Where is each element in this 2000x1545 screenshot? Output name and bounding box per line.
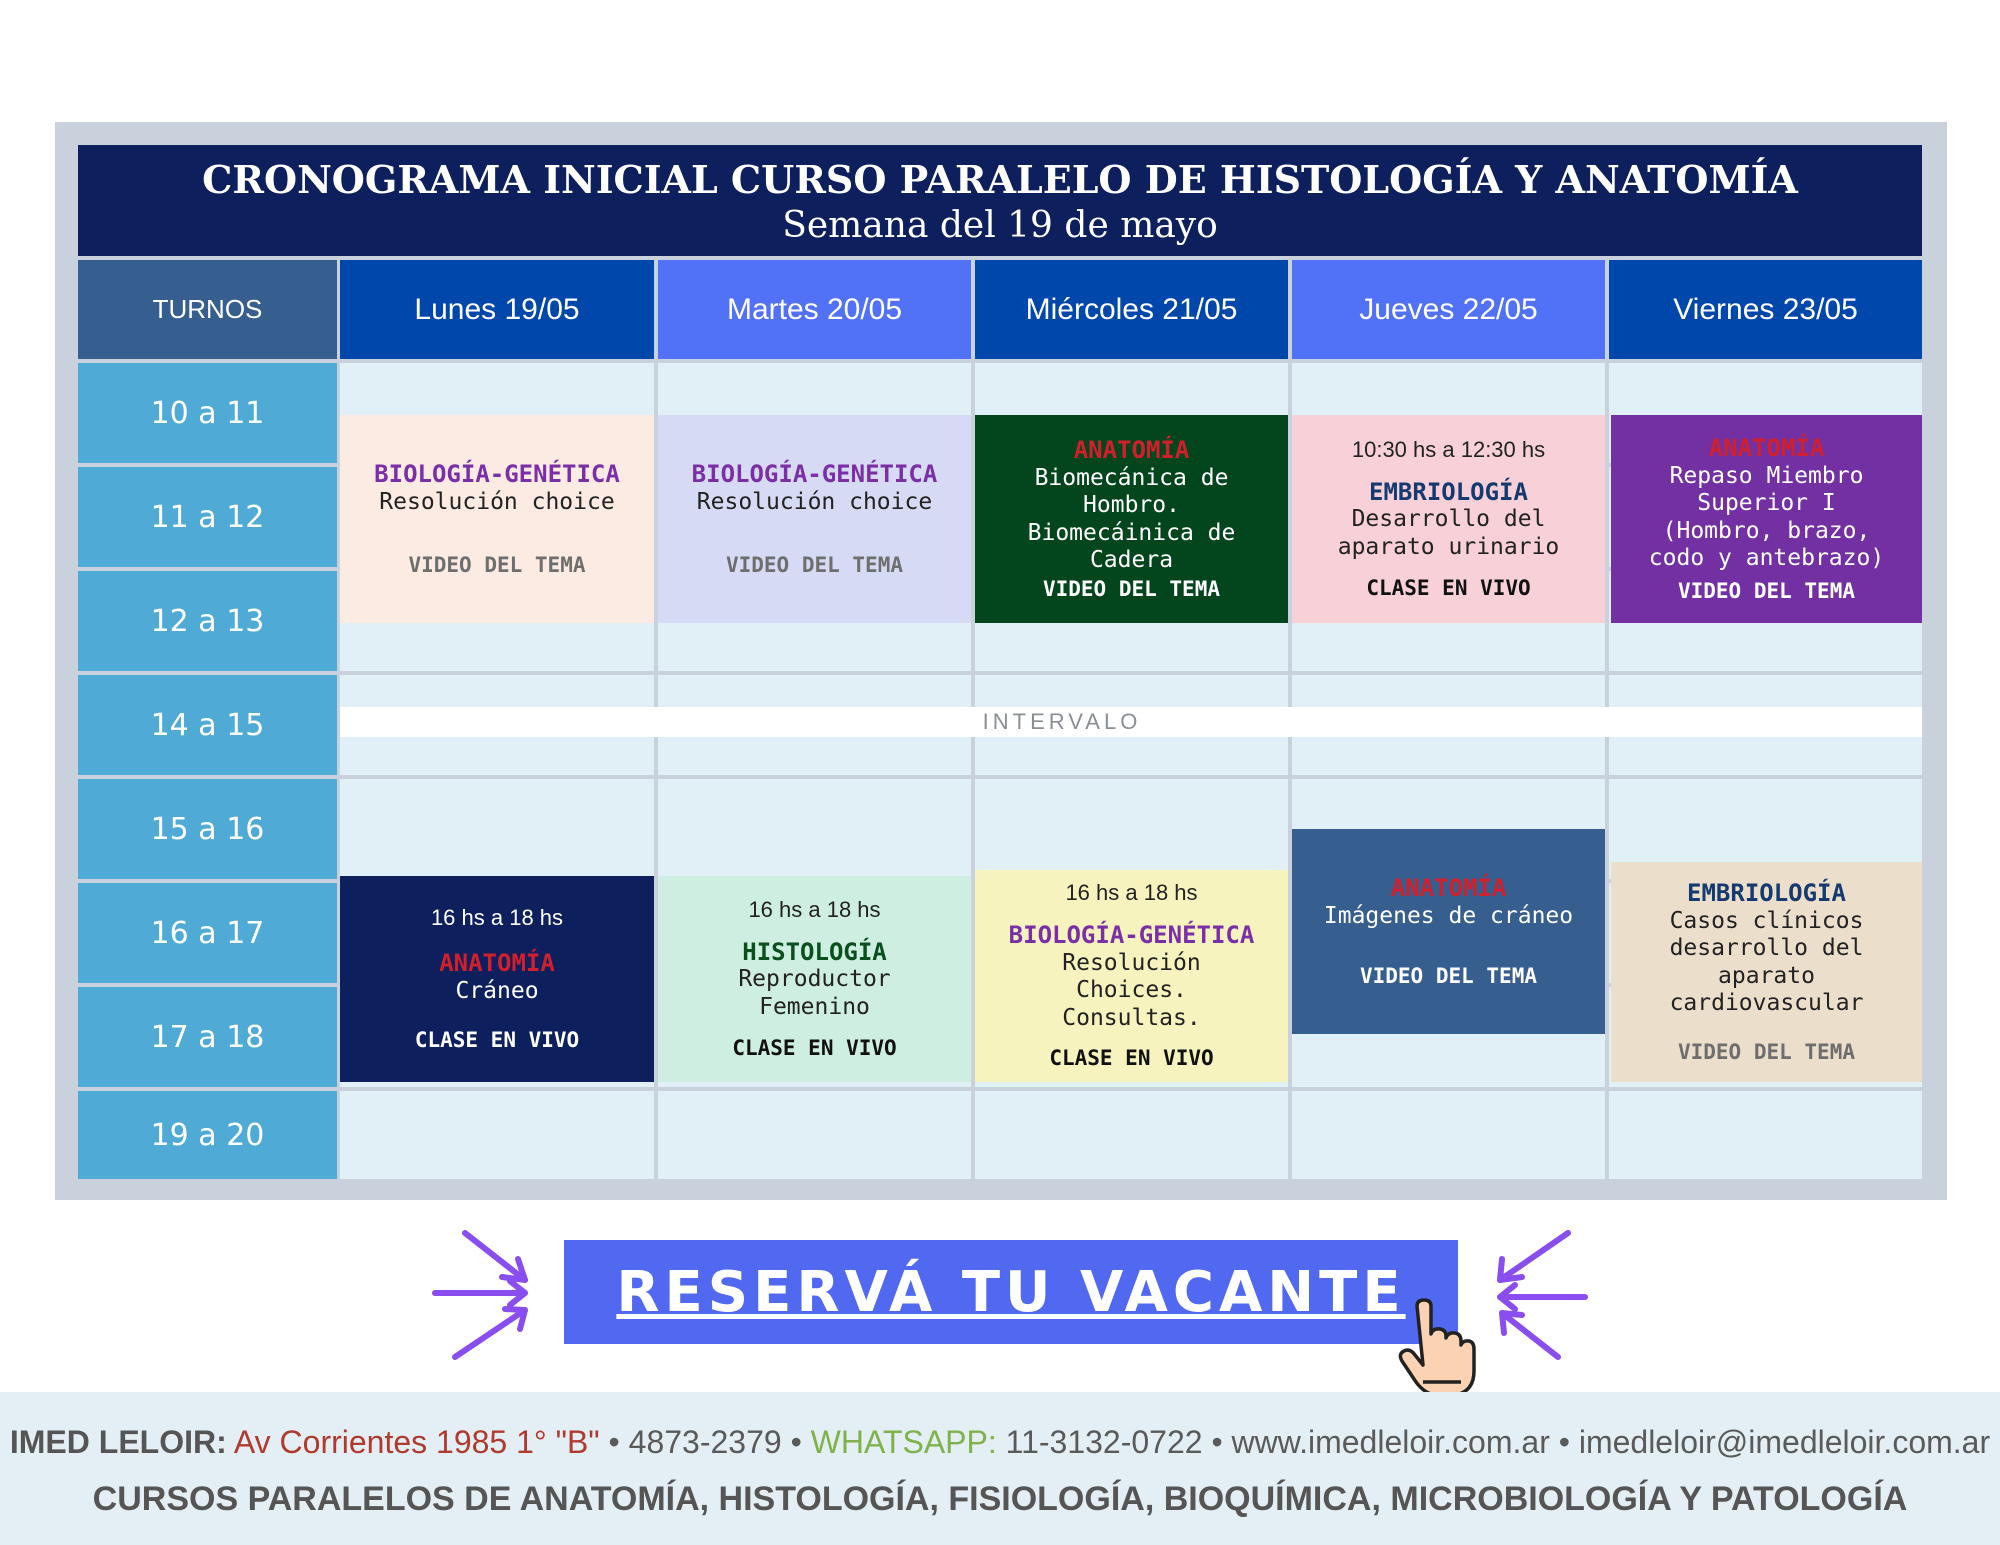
- class-mode: VIDEO DEL TEMA: [725, 552, 903, 577]
- class-block[interactable]: [658, 415, 971, 623]
- grid-cell: [658, 779, 971, 879]
- class-block[interactable]: [1611, 415, 1922, 623]
- turnos-header: TURNOS: [78, 260, 337, 359]
- class-description: Desarrollo del aparato urinario: [1337, 506, 1560, 560]
- slot-12-13: 12 a 13: [78, 571, 337, 671]
- grid-cell: [1609, 1091, 1922, 1179]
- class-mode: CLASE EN VIVO: [1366, 575, 1531, 600]
- arrows-left-icon: [430, 1225, 540, 1365]
- slot-11-12: 11 a 12: [78, 467, 337, 567]
- footer-separator: •: [608, 1424, 629, 1460]
- grid-cell: [340, 1091, 654, 1179]
- class-block[interactable]: [340, 876, 654, 1082]
- class-description: Reproductor Femenino: [738, 966, 891, 1020]
- class-time: 16 hs a 18 hs: [1065, 880, 1198, 906]
- class-subject: ANATOMÍA: [1708, 433, 1825, 462]
- arrows-right-icon: [1480, 1225, 1600, 1365]
- footer-separator: •: [1558, 1424, 1579, 1460]
- reserve-button-label: RESERVÁ TU VACANTE: [616, 1259, 1406, 1325]
- pointer-hand-icon: [1395, 1298, 1475, 1390]
- page-subtitle: Semana del 19 de mayo: [782, 205, 1218, 246]
- class-mode: CLASE EN VIVO: [414, 1027, 580, 1052]
- grid-cell: [340, 779, 654, 879]
- reserve-button[interactable]: [564, 1240, 1458, 1344]
- title-bar: [78, 145, 1922, 256]
- class-description: Imágenes de cráneo: [1323, 902, 1574, 929]
- day-header-miercoles: Miércoles 21/05: [975, 260, 1288, 359]
- footer: [0, 1392, 2000, 1545]
- footer-separator: •: [790, 1424, 811, 1460]
- class-mode: VIDEO DEL TEMA: [1042, 576, 1220, 601]
- class-subject: BIOLOGÍA-GENÉTICA: [1008, 920, 1255, 949]
- slot-17-18: 17 a 18: [78, 987, 337, 1087]
- grid-cell: [658, 1091, 971, 1179]
- day-header-jueves: Jueves 22/05: [1292, 260, 1605, 359]
- footer-contact: [0, 1424, 2000, 1461]
- class-description: Resolución choice: [696, 489, 933, 515]
- class-time: 16 hs a 18 hs: [430, 905, 564, 931]
- slot-16-17: 16 a 17: [78, 883, 337, 983]
- class-time: 10:30 hs a 12:30 hs: [1351, 437, 1546, 463]
- class-block[interactable]: [340, 415, 654, 623]
- class-description: Biomecánica de Hombro. Biomecáinica de Cadera: [1027, 464, 1236, 574]
- class-subject: BIOLOGÍA-GENÉTICA: [374, 460, 620, 489]
- class-block[interactable]: [975, 870, 1288, 1082]
- class-mode: VIDEO DEL TEMA: [408, 552, 586, 577]
- class-mode: VIDEO DEL TEMA: [1677, 1039, 1855, 1064]
- class-mode: VIDEO DEL TEMA: [1677, 578, 1855, 603]
- class-description: Resolución choice: [379, 489, 615, 515]
- page-title: CRONOGRAMA INICIAL CURSO PARALELO DE HISTOLOGÍA Y ANATOMÍA: [202, 157, 1798, 202]
- footer-website-link[interactable]: www.imedleloir.com.ar: [1231, 1424, 1550, 1460]
- class-block[interactable]: [975, 415, 1288, 623]
- intervalo-label: INTERVALO: [982, 709, 1142, 734]
- footer-email-link[interactable]: imedleloir@imedleloir.com.ar: [1578, 1424, 1991, 1460]
- class-block[interactable]: [658, 876, 971, 1082]
- class-subject: BIOLOGÍA-GENÉTICA: [691, 460, 938, 489]
- class-mode: CLASE EN VIVO: [732, 1035, 897, 1060]
- class-subject: EMBRIOLOGÍA: [1369, 477, 1528, 506]
- grid-cell: [975, 779, 1288, 879]
- class-block[interactable]: [1611, 862, 1922, 1082]
- class-subject: EMBRIOLOGÍA: [1687, 878, 1846, 907]
- footer-separator: •: [1211, 1424, 1232, 1460]
- class-description: Repaso Miembro Superior I (Hombro, brazo, codo y antebrazo): [1648, 462, 1885, 572]
- class-mode: CLASE EN VIVO: [1049, 1046, 1214, 1071]
- class-time: 16 hs a 18 hs: [748, 897, 881, 923]
- footer-address: Av Corrientes 1985 1° "B": [233, 1424, 600, 1460]
- footer-brand: IMED LELOIR:: [9, 1424, 227, 1460]
- class-description: Cráneo: [455, 978, 539, 1005]
- class-description: Casos clínicos desarrollo del aparato cardiovascular: [1669, 907, 1864, 1017]
- footer-phone: 4873-2379: [628, 1424, 782, 1460]
- slot-10-11: 10 a 11: [78, 363, 337, 463]
- class-subject: HISTOLOGÍA: [742, 937, 887, 966]
- grid-cell: [975, 1091, 1288, 1179]
- footer-whatsapp-label: WHATSAPP:: [810, 1424, 997, 1460]
- class-description: Resolución Choices. Consultas.: [1062, 949, 1201, 1031]
- day-header-martes: Martes 20/05: [658, 260, 971, 359]
- footer-whatsapp-number: 11-3132-0722: [996, 1424, 1203, 1460]
- footer-courses: CURSOS PARALELOS DE ANATOMÍA, HISTOLOGÍA, FISIOLOGÍA, BIOQUÍMICA, MICROBIOLOGÍA Y PATOLOGÍA: [92, 1480, 1908, 1518]
- class-block[interactable]: [1292, 415, 1605, 623]
- day-header-lunes: Lunes 19/05: [340, 260, 654, 359]
- slot-19-20: 19 a 20: [78, 1091, 337, 1179]
- slot-15-16: 15 a 16: [78, 779, 337, 879]
- grid-cell: [1292, 1091, 1605, 1179]
- class-block[interactable]: [1292, 829, 1605, 1034]
- day-header-viernes: Viernes 23/05: [1609, 260, 1922, 359]
- class-subject: ANATOMÍA: [1390, 873, 1507, 902]
- class-subject: ANATOMÍA: [1073, 435, 1190, 464]
- class-subject: ANATOMÍA: [439, 949, 555, 978]
- class-mode: VIDEO DEL TEMA: [1359, 964, 1537, 989]
- slot-14-15: 14 a 15: [78, 675, 337, 775]
